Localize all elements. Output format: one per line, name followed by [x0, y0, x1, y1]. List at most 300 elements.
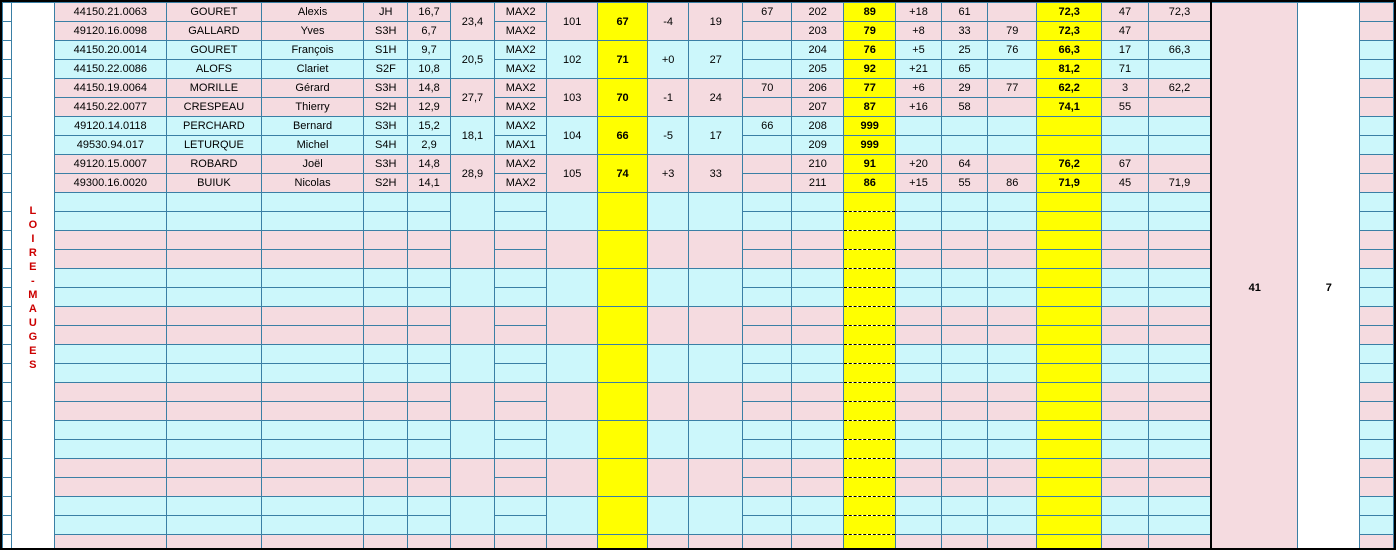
- overall-total-cell[interactable]: [1037, 288, 1102, 307]
- game2-diff-cell: [896, 117, 942, 136]
- game1-total-cell: [743, 440, 792, 459]
- overall-total-cell[interactable]: [1037, 516, 1102, 535]
- rank-points-cell: [1102, 421, 1149, 440]
- game2-lane-cell: [792, 440, 844, 459]
- game2-lane-cell: 203: [792, 22, 844, 41]
- average-cell: 10,8: [408, 60, 450, 79]
- handicap-type-cell: [495, 383, 547, 402]
- licence-cell: 44150.22.0086: [55, 60, 167, 79]
- game2-lane-cell: 209: [792, 136, 844, 155]
- game2-score-cell[interactable]: [844, 516, 896, 535]
- game1-total-cell: [743, 459, 792, 478]
- game2-total-cell: 77: [988, 79, 1037, 98]
- firstname-cell: [262, 535, 364, 550]
- game2-score-cell[interactable]: [844, 269, 896, 288]
- game2-lane-cell: [792, 364, 844, 383]
- game2-diff-cell: [896, 288, 942, 307]
- firstname-cell: Joël: [262, 155, 364, 174]
- handicap-type-cell: [495, 307, 547, 326]
- overall-total-cell[interactable]: 74,1: [1037, 98, 1102, 117]
- team-average-cell: [450, 193, 494, 231]
- game2-diff-cell: [896, 193, 942, 212]
- game2-total-cell: [988, 212, 1037, 231]
- game2-score-cell[interactable]: 999: [844, 136, 896, 155]
- licence-cell: [55, 383, 167, 402]
- handicap-type-cell: MAX1: [495, 136, 547, 155]
- game2-score-cell[interactable]: 87: [844, 98, 896, 117]
- overall-total-cell[interactable]: [1037, 212, 1102, 231]
- game2-points-cell: [941, 440, 988, 459]
- game1-total-cell: 67: [743, 3, 792, 22]
- licence-cell: [55, 326, 167, 345]
- game1-diff-cell: +0: [648, 41, 689, 79]
- trailing-cell: [1360, 155, 1394, 174]
- left-margin-cell: [3, 79, 12, 98]
- game2-score-cell[interactable]: [844, 288, 896, 307]
- game2-score-cell[interactable]: 89: [844, 3, 896, 22]
- category-cell: [364, 440, 408, 459]
- game2-lane-cell: [792, 326, 844, 345]
- game1-score-cell[interactable]: [598, 231, 648, 269]
- average-cell: [408, 269, 450, 288]
- game1-lane-cell: [547, 459, 598, 497]
- overall-total-cell[interactable]: [1037, 345, 1102, 364]
- game2-points-cell: 65: [941, 60, 988, 79]
- overall-total-cell[interactable]: [1037, 535, 1102, 550]
- game2-score-cell[interactable]: [844, 478, 896, 497]
- final-average-cell: [1148, 22, 1211, 41]
- game1-total-cell: [743, 155, 792, 174]
- table-row: [3, 269, 1394, 288]
- overall-total-cell[interactable]: [1037, 402, 1102, 421]
- game1-score-cell[interactable]: 66: [598, 117, 648, 155]
- trailing-cell: [1360, 98, 1394, 117]
- category-cell: [364, 478, 408, 497]
- overall-total-cell[interactable]: [1037, 117, 1102, 136]
- overall-total-cell[interactable]: [1037, 250, 1102, 269]
- category-cell: S1H: [364, 41, 408, 60]
- team-average-cell: 27,7: [450, 79, 494, 117]
- game2-score-cell[interactable]: 77: [844, 79, 896, 98]
- game2-lane-cell: [792, 212, 844, 231]
- average-cell: [408, 212, 450, 231]
- average-cell: [408, 516, 450, 535]
- rank-points-cell: [1102, 250, 1149, 269]
- game1-total-cell: [743, 212, 792, 231]
- licence-cell: [55, 269, 167, 288]
- average-cell: [408, 231, 450, 250]
- firstname-cell: [262, 421, 364, 440]
- average-cell: [408, 345, 450, 364]
- final-average-cell: [1148, 288, 1211, 307]
- game2-score-cell[interactable]: [844, 231, 896, 250]
- game2-score-cell[interactable]: [844, 345, 896, 364]
- game1-diff-cell: -5: [648, 117, 689, 155]
- average-cell: [408, 421, 450, 440]
- game2-diff-cell: +18: [896, 3, 942, 22]
- firstname-cell: [262, 516, 364, 535]
- overall-total-cell[interactable]: 66,3: [1037, 41, 1102, 60]
- game2-score-cell[interactable]: 79: [844, 22, 896, 41]
- licence-cell: 49120.14.0118: [55, 117, 167, 136]
- table-row: [3, 345, 1394, 364]
- game2-lane-cell: 211: [792, 174, 844, 193]
- left-margin-cell: [3, 269, 12, 288]
- game1-score-cell[interactable]: [598, 307, 648, 345]
- left-margin-cell: [3, 326, 12, 345]
- handicap-type-cell: MAX2: [495, 79, 547, 98]
- category-cell: S2H: [364, 98, 408, 117]
- game2-total-cell: [988, 383, 1037, 402]
- licence-cell: 49300.16.0020: [55, 174, 167, 193]
- table-row: [3, 155, 1394, 174]
- licence-cell: [55, 459, 167, 478]
- game2-lane-cell: [792, 516, 844, 535]
- category-cell: [364, 383, 408, 402]
- game2-score-cell[interactable]: [844, 535, 896, 550]
- overall-total-cell[interactable]: [1037, 421, 1102, 440]
- game1-score-cell[interactable]: [598, 193, 648, 231]
- game1-points-cell: [689, 307, 743, 345]
- left-margin-cell: [3, 3, 12, 22]
- table-row: [3, 383, 1394, 402]
- game1-points-cell: [689, 383, 743, 421]
- overall-total-cell[interactable]: [1037, 326, 1102, 345]
- trailing-cell: [1360, 250, 1394, 269]
- final-average-cell: 66,3: [1148, 41, 1211, 60]
- handicap-type-cell: MAX2: [495, 41, 547, 60]
- category-cell: [364, 326, 408, 345]
- category-cell: S3H: [364, 79, 408, 98]
- rank-points-cell: [1102, 193, 1149, 212]
- overall-total-cell[interactable]: 71,9: [1037, 174, 1102, 193]
- final-average-cell: [1148, 231, 1211, 250]
- handicap-type-cell: MAX2: [495, 174, 547, 193]
- overall-total-cell[interactable]: [1037, 136, 1102, 155]
- game2-diff-cell: [896, 440, 942, 459]
- overall-total-cell[interactable]: 72,3: [1037, 3, 1102, 22]
- lastname-cell: [166, 250, 261, 269]
- final-average-cell: [1148, 307, 1211, 326]
- game2-score-cell[interactable]: [844, 402, 896, 421]
- game2-points-cell: 25: [941, 41, 988, 60]
- trailing-cell: [1360, 326, 1394, 345]
- game2-points-cell: [941, 288, 988, 307]
- category-cell: [364, 459, 408, 478]
- game1-lane-cell: [547, 269, 598, 307]
- overall-total-cell[interactable]: 81,2: [1037, 60, 1102, 79]
- team-rank-cell: 7: [1298, 3, 1360, 550]
- left-margin-cell: [3, 516, 12, 535]
- trailing-cell: [1360, 41, 1394, 60]
- game2-points-cell: 64: [941, 155, 988, 174]
- table-row: [3, 535, 1394, 550]
- handicap-type-cell: [495, 440, 547, 459]
- game1-total-cell: [743, 345, 792, 364]
- game2-score-cell[interactable]: 86: [844, 174, 896, 193]
- team-average-cell: [450, 421, 494, 459]
- overall-total-cell[interactable]: [1037, 269, 1102, 288]
- licence-cell: [55, 212, 167, 231]
- category-cell: [364, 193, 408, 212]
- overall-total-cell[interactable]: 62,2: [1037, 79, 1102, 98]
- game1-total-cell: 66: [743, 117, 792, 136]
- game1-total-cell: [743, 288, 792, 307]
- category-cell: [364, 345, 408, 364]
- left-margin-cell: [3, 174, 12, 193]
- game1-lane-cell: 105: [547, 155, 598, 193]
- handicap-type-cell: [495, 288, 547, 307]
- game1-diff-cell: [648, 231, 689, 269]
- rank-points-cell: [1102, 459, 1149, 478]
- game2-diff-cell: +21: [896, 60, 942, 79]
- rank-points-cell: 71: [1102, 60, 1149, 79]
- firstname-cell: Thierry: [262, 98, 364, 117]
- game2-lane-cell: [792, 459, 844, 478]
- left-margin-cell: [3, 307, 12, 326]
- game1-diff-cell: [648, 307, 689, 345]
- final-average-cell: [1148, 269, 1211, 288]
- game2-score-cell[interactable]: [844, 212, 896, 231]
- handicap-type-cell: [495, 421, 547, 440]
- left-margin-cell: [3, 155, 12, 174]
- overall-total-cell[interactable]: [1037, 383, 1102, 402]
- game1-score-cell[interactable]: [598, 535, 648, 550]
- average-cell: [408, 288, 450, 307]
- game2-total-cell: [988, 288, 1037, 307]
- game2-points-cell: [941, 326, 988, 345]
- game2-total-cell: [988, 440, 1037, 459]
- firstname-cell: Clariet: [262, 60, 364, 79]
- game2-score-cell[interactable]: [844, 497, 896, 516]
- final-average-cell: [1148, 250, 1211, 269]
- game2-score-cell[interactable]: 999: [844, 117, 896, 136]
- game1-total-cell: [743, 326, 792, 345]
- firstname-cell: [262, 193, 364, 212]
- left-margin-cell: [3, 535, 12, 550]
- left-margin-cell: [3, 288, 12, 307]
- game2-total-cell: [988, 117, 1037, 136]
- firstname-cell: [262, 288, 364, 307]
- game1-points-cell: [689, 193, 743, 231]
- trailing-cell: [1360, 497, 1394, 516]
- game1-diff-cell: [648, 497, 689, 535]
- rank-points-cell: [1102, 231, 1149, 250]
- game1-points-cell: [689, 421, 743, 459]
- game1-total-cell: [743, 402, 792, 421]
- game2-lane-cell: 207: [792, 98, 844, 117]
- firstname-cell: Bernard: [262, 117, 364, 136]
- rank-points-cell: 67: [1102, 155, 1149, 174]
- trailing-cell: [1360, 117, 1394, 136]
- game1-score-cell[interactable]: [598, 345, 648, 383]
- game2-diff-cell: +8: [896, 22, 942, 41]
- game1-diff-cell: [648, 421, 689, 459]
- game2-diff-cell: [896, 516, 942, 535]
- overall-total-cell[interactable]: [1037, 459, 1102, 478]
- game2-total-cell: [988, 269, 1037, 288]
- firstname-cell: [262, 459, 364, 478]
- game1-score-cell[interactable]: 70: [598, 79, 648, 117]
- game1-lane-cell: [547, 345, 598, 383]
- game1-diff-cell: [648, 535, 689, 550]
- handicap-type-cell: MAX2: [495, 155, 547, 174]
- game2-lane-cell: 208: [792, 117, 844, 136]
- game2-lane-cell: [792, 288, 844, 307]
- game2-diff-cell: [896, 212, 942, 231]
- game1-total-cell: [743, 535, 792, 550]
- game2-score-cell[interactable]: [844, 421, 896, 440]
- game1-score-cell[interactable]: [598, 459, 648, 497]
- game2-diff-cell: [896, 478, 942, 497]
- rank-points-cell: 45: [1102, 174, 1149, 193]
- overall-total-cell[interactable]: [1037, 193, 1102, 212]
- average-cell: [408, 497, 450, 516]
- game1-total-cell: [743, 231, 792, 250]
- game2-total-cell: [988, 136, 1037, 155]
- left-margin-cell: [3, 345, 12, 364]
- game2-total-cell: [988, 402, 1037, 421]
- game2-lane-cell: 204: [792, 41, 844, 60]
- game2-score-cell[interactable]: 92: [844, 60, 896, 79]
- overall-total-cell[interactable]: 76,2: [1037, 155, 1102, 174]
- category-cell: [364, 250, 408, 269]
- trailing-cell: [1360, 516, 1394, 535]
- game1-score-cell[interactable]: [598, 383, 648, 421]
- lastname-cell: [166, 459, 261, 478]
- game2-score-cell[interactable]: [844, 364, 896, 383]
- left-margin-cell: [3, 383, 12, 402]
- game2-score-cell[interactable]: [844, 326, 896, 345]
- rank-points-cell: [1102, 117, 1149, 136]
- left-margin-cell: [3, 41, 12, 60]
- game2-score-cell[interactable]: [844, 459, 896, 478]
- average-cell: [408, 459, 450, 478]
- lastname-cell: [166, 516, 261, 535]
- average-cell: [408, 193, 450, 212]
- game2-lane-cell: [792, 535, 844, 550]
- game2-score-cell[interactable]: 91: [844, 155, 896, 174]
- trailing-cell: [1360, 478, 1394, 497]
- overall-total-cell[interactable]: [1037, 478, 1102, 497]
- game2-diff-cell: [896, 421, 942, 440]
- game1-points-cell: [689, 269, 743, 307]
- trailing-cell: [1360, 212, 1394, 231]
- licence-cell: 44150.21.0063: [55, 3, 167, 22]
- game2-points-cell: [941, 535, 988, 550]
- category-cell: [364, 535, 408, 550]
- firstname-cell: [262, 497, 364, 516]
- firstname-cell: Alexis: [262, 3, 364, 22]
- final-average-cell: [1148, 212, 1211, 231]
- table-row: [3, 459, 1394, 478]
- left-margin-cell: [3, 421, 12, 440]
- game2-score-cell[interactable]: [844, 250, 896, 269]
- lastname-cell: [166, 231, 261, 250]
- final-average-cell: 71,9: [1148, 174, 1211, 193]
- game2-lane-cell: 202: [792, 3, 844, 22]
- left-margin-cell: [3, 459, 12, 478]
- licence-cell: [55, 535, 167, 550]
- game2-score-cell[interactable]: [844, 440, 896, 459]
- handicap-type-cell: [495, 269, 547, 288]
- firstname-cell: Yves: [262, 22, 364, 41]
- final-average-cell: [1148, 136, 1211, 155]
- game1-points-cell: 27: [689, 41, 743, 79]
- lastname-cell: ROBARD: [166, 155, 261, 174]
- game1-score-cell[interactable]: 74: [598, 155, 648, 193]
- game2-points-cell: [941, 231, 988, 250]
- handicap-type-cell: MAX2: [495, 60, 547, 79]
- table-row: [3, 41, 1394, 60]
- overall-total-cell[interactable]: 72,3: [1037, 22, 1102, 41]
- overall-total-cell[interactable]: [1037, 307, 1102, 326]
- left-margin-cell: [3, 250, 12, 269]
- licence-cell: 44150.19.0064: [55, 79, 167, 98]
- team-average-cell: 20,5: [450, 41, 494, 79]
- handicap-type-cell: [495, 364, 547, 383]
- lastname-cell: BUIUK: [166, 174, 261, 193]
- final-average-cell: [1148, 459, 1211, 478]
- game2-score-cell[interactable]: [844, 307, 896, 326]
- game1-score-cell[interactable]: [598, 421, 648, 459]
- licence-cell: [55, 516, 167, 535]
- handicap-type-cell: MAX2: [495, 98, 547, 117]
- game1-points-cell: 24: [689, 79, 743, 117]
- game1-score-cell[interactable]: [598, 269, 648, 307]
- trailing-cell: [1360, 269, 1394, 288]
- rank-points-cell: [1102, 307, 1149, 326]
- overall-total-cell[interactable]: [1037, 364, 1102, 383]
- rank-points-cell: 47: [1102, 3, 1149, 22]
- final-average-cell: [1148, 345, 1211, 364]
- game2-score-cell[interactable]: [844, 193, 896, 212]
- final-average-cell: [1148, 98, 1211, 117]
- game2-total-cell: [988, 326, 1037, 345]
- final-average-cell: [1148, 117, 1211, 136]
- game2-total-cell: [988, 231, 1037, 250]
- game2-score-cell[interactable]: [844, 383, 896, 402]
- game2-diff-cell: +6: [896, 79, 942, 98]
- game1-score-cell[interactable]: 67: [598, 3, 648, 41]
- trailing-cell: [1360, 174, 1394, 193]
- game2-diff-cell: [896, 326, 942, 345]
- category-cell: [364, 307, 408, 326]
- handicap-type-cell: MAX2: [495, 22, 547, 41]
- left-margin-cell: [3, 231, 12, 250]
- game2-total-cell: [988, 155, 1037, 174]
- firstname-cell: [262, 250, 364, 269]
- overall-total-cell[interactable]: [1037, 231, 1102, 250]
- game1-score-cell[interactable]: 71: [598, 41, 648, 79]
- game2-points-cell: [941, 421, 988, 440]
- game2-lane-cell: 206: [792, 79, 844, 98]
- overall-total-cell[interactable]: [1037, 497, 1102, 516]
- overall-total-cell[interactable]: [1037, 440, 1102, 459]
- category-cell: S2H: [364, 174, 408, 193]
- game1-lane-cell: 104: [547, 117, 598, 155]
- game1-score-cell[interactable]: [598, 497, 648, 535]
- firstname-cell: [262, 478, 364, 497]
- handicap-type-cell: [495, 516, 547, 535]
- game2-score-cell[interactable]: 76: [844, 41, 896, 60]
- left-margin-cell: [3, 22, 12, 41]
- trailing-cell: [1360, 79, 1394, 98]
- game2-lane-cell: [792, 250, 844, 269]
- firstname-cell: François: [262, 41, 364, 60]
- average-cell: [408, 402, 450, 421]
- game2-points-cell: [941, 269, 988, 288]
